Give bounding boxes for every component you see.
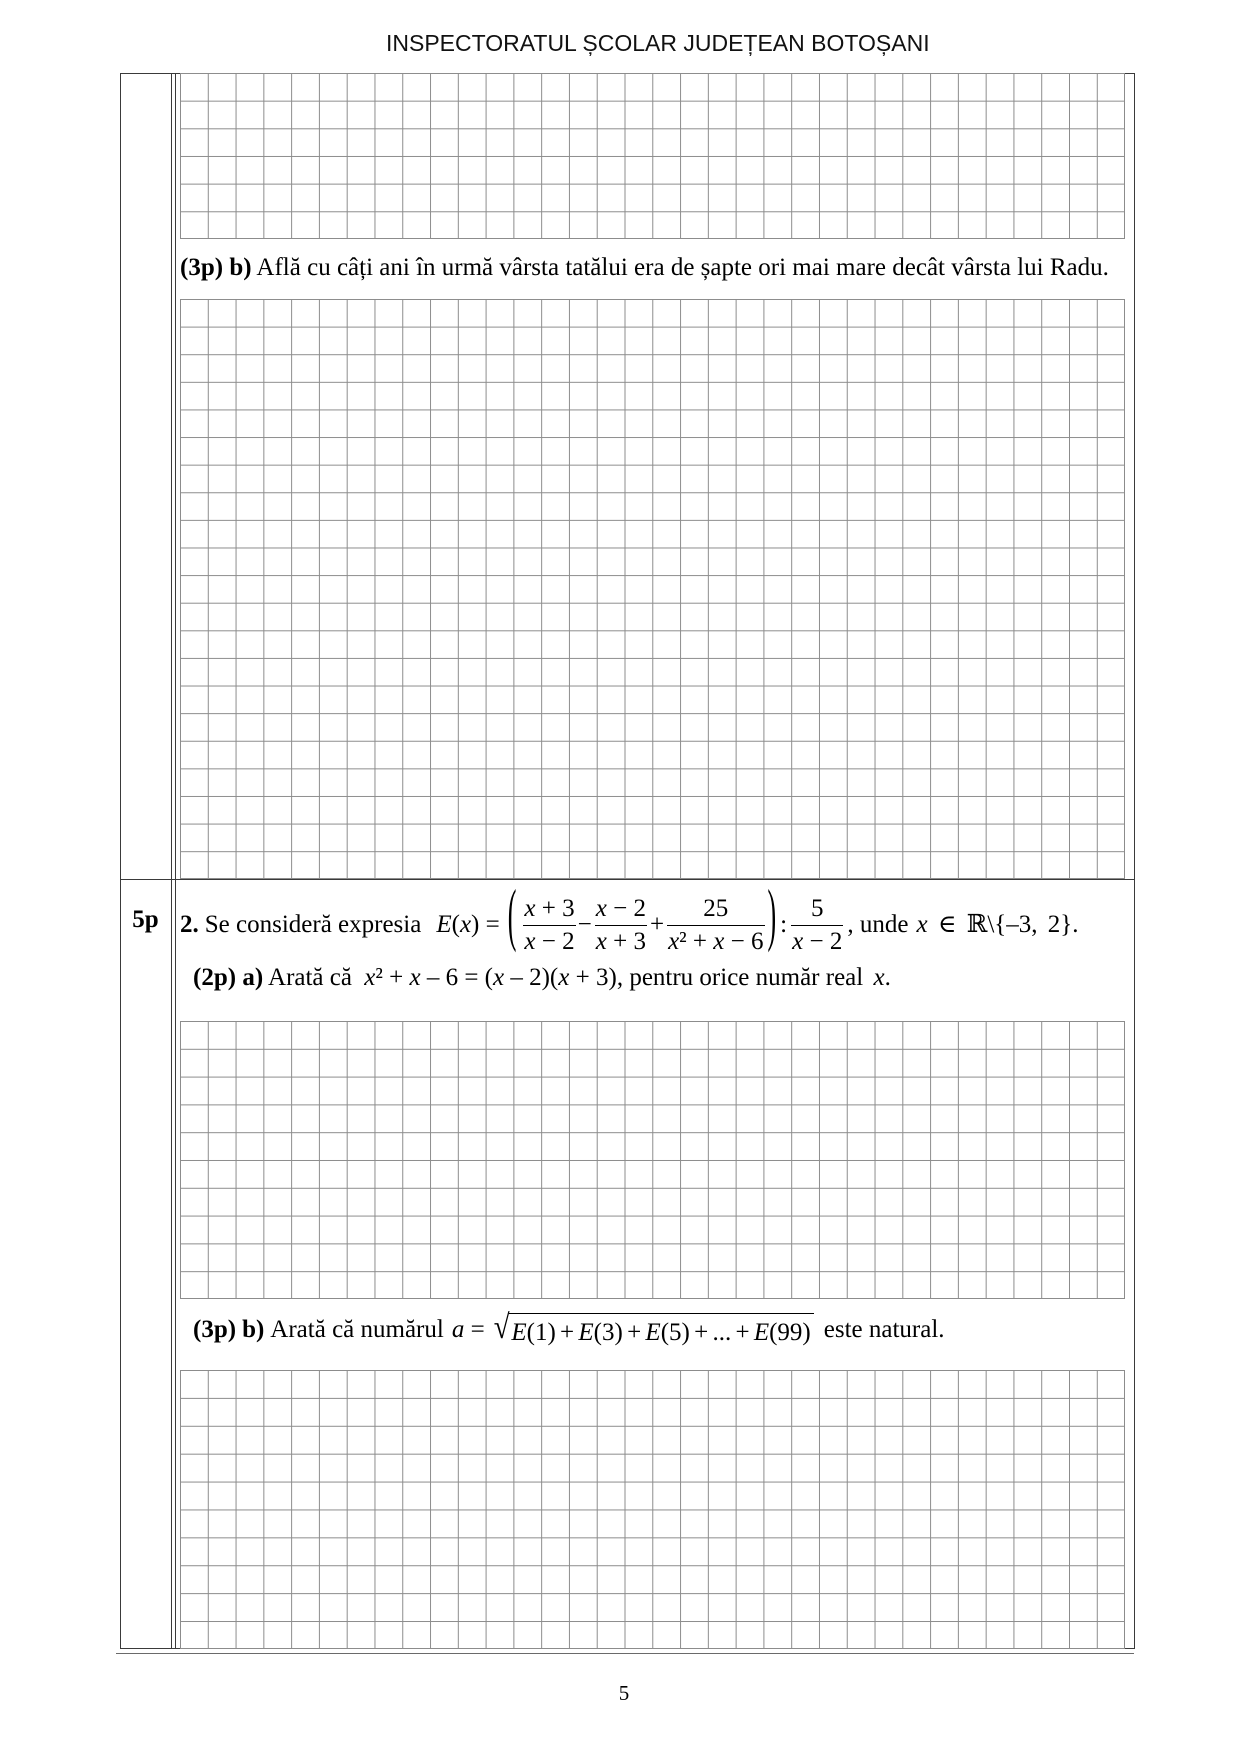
fraction-1-numerator: x + 3 <box>524 894 575 922</box>
answer-grid-problem1-part-b <box>180 299 1125 879</box>
points-label: (2p) <box>193 964 237 991</box>
minus-operator: − <box>577 911 592 938</box>
answer-grid-problem2-part-b <box>180 1370 1125 1649</box>
number-a-lhs: a = <box>451 1316 485 1343</box>
fraction-2-numerator: x − 2 <box>595 894 646 922</box>
question-text-continued: , pentru orice număr real <box>616 964 864 991</box>
fraction-2 <box>595 893 647 958</box>
expression-lhs: E(x) = <box>436 911 500 938</box>
answer-grid-problem2-part-a <box>180 1021 1125 1299</box>
problem2-part-b-statement <box>193 1305 945 1355</box>
fraction-3 <box>667 893 764 958</box>
fraction-3-denominator: x² + x − 6 <box>667 925 764 958</box>
points-label: (3p) <box>193 1316 237 1343</box>
fraction-1-denominator: x − 2 <box>523 925 575 958</box>
score-column-divider-inner <box>175 73 176 1649</box>
page-header-title: INSPECTORATUL ȘCOLAR JUDEȚEAN BOTOȘANI <box>386 30 930 56</box>
plus-operator: + <box>649 911 665 938</box>
question-text-continued: este natural. <box>823 1316 945 1343</box>
score-column-divider-outer <box>171 73 172 1649</box>
radicand: E(1) + E(3) + E(5) + ... + E(99) <box>509 1313 813 1348</box>
problem1-part-b-statement <box>180 253 1109 283</box>
fraction-4-numerator: 5 <box>810 894 824 922</box>
problem-intro: Se consideră expresia <box>204 911 422 938</box>
points-label: (3p) <box>180 254 224 281</box>
problem2-score: 5p <box>132 906 159 933</box>
footer-rule <box>116 1653 1134 1654</box>
question-text: Află cu câți ani în urmă vârsta tatălui era de șapte ori mai mare decât vârsta lui Radu. <box>256 254 1109 281</box>
problem2-statement <box>180 875 1079 960</box>
question-text: Arată că <box>268 964 352 991</box>
part-label: a) <box>242 964 264 991</box>
part-label: b) <box>242 1316 265 1343</box>
problem-number: 2. <box>180 911 199 938</box>
condition-text: , unde <box>847 911 909 938</box>
answer-grid-problem1-part-a <box>180 73 1125 239</box>
identity-formula: x² + x – 6 = (x – 2)(x + 3) <box>364 964 617 991</box>
problem2-part-a-statement <box>193 963 891 993</box>
left-parenthesis: ( <box>507 875 517 954</box>
square-root <box>491 1308 814 1348</box>
row-separator <box>120 879 1135 880</box>
fraction-4-denominator: x − 2 <box>791 925 843 958</box>
radical-sign: √ <box>493 1308 510 1346</box>
fraction-2-denominator: x + 3 <box>595 925 647 958</box>
fraction-4 <box>791 893 843 958</box>
page-number: 5 <box>618 1681 630 1705</box>
division-operator: : <box>780 911 788 938</box>
condition-domain: x ∈ ℝ\{–3, 2}. <box>916 911 1079 938</box>
fraction-3-numerator: 25 <box>703 894 729 922</box>
part-label: b) <box>229 254 252 281</box>
right-parenthesis: ) <box>767 875 777 954</box>
question-text: Arată că numărul <box>270 1316 444 1343</box>
variable: x. <box>873 964 891 991</box>
fraction-1 <box>523 893 575 958</box>
